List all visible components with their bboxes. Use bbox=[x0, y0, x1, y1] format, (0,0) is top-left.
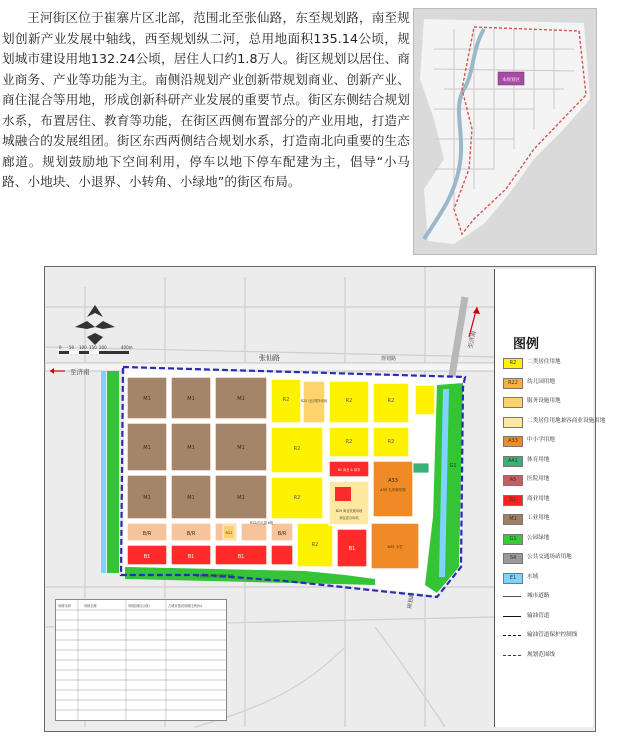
legend-label: 公园绿地 bbox=[527, 534, 550, 541]
north-road-label: 张仙路 bbox=[259, 354, 280, 362]
parcel-code: R2 bbox=[311, 542, 319, 548]
legend-label: 公共交通场站用地 bbox=[527, 554, 572, 560]
parcel-code: M1 bbox=[237, 445, 245, 451]
parcel-code: A33 bbox=[388, 478, 398, 484]
legend-label: 工业用地 bbox=[527, 515, 550, 521]
legend-label: 城市道路 bbox=[527, 593, 550, 599]
legend bbox=[494, 269, 606, 727]
parcel-code: B1 bbox=[187, 554, 195, 560]
location-highlight-label: 本规划区 bbox=[502, 78, 520, 83]
legend-label: 水域 bbox=[527, 573, 539, 580]
parcel-code: B1 bbox=[348, 546, 356, 552]
legend-item bbox=[503, 572, 593, 585]
parcel-code: R2 bbox=[387, 398, 395, 404]
parcel-code: R22 bbox=[225, 531, 233, 535]
legend-swatch: B1 bbox=[503, 495, 523, 506]
legend-item bbox=[503, 455, 593, 468]
stats-table-grid bbox=[56, 600, 226, 720]
legend-item bbox=[503, 630, 593, 643]
legend-item bbox=[503, 650, 593, 663]
legend-label: 体育用地 bbox=[527, 456, 550, 463]
legend-label: 输油管道保护控制线 bbox=[527, 632, 578, 638]
parcel-code: B/R bbox=[142, 531, 152, 537]
legend-line-swatch bbox=[503, 655, 521, 656]
legend-swatch: M1 bbox=[503, 514, 523, 525]
legend-swatch: R22 bbox=[503, 378, 523, 389]
land-use-plan bbox=[44, 266, 606, 732]
legend-label: 输油管道 bbox=[527, 612, 550, 619]
annotation-commercial: B1 商业 & 商务 bbox=[337, 468, 361, 472]
legend-swatch: A41 bbox=[503, 456, 523, 467]
annotation-creative-a: B29 商业设施用地 bbox=[335, 509, 363, 513]
stats-header-name: 用地名称 bbox=[84, 604, 97, 608]
legend-item bbox=[503, 357, 593, 370]
parcel-code: R2 bbox=[345, 398, 353, 404]
legend-swatch: A33 bbox=[503, 436, 523, 447]
stats-header-ratio: 占城市建设用地比例(%) bbox=[168, 604, 203, 608]
parcel-code: R2 bbox=[293, 495, 301, 501]
parcel-code: R2 bbox=[345, 439, 353, 445]
scale-tick-3: 150 bbox=[89, 345, 97, 350]
legend-item bbox=[503, 591, 593, 604]
legend-swatch bbox=[503, 397, 523, 408]
stats-header-code: 用地代码 bbox=[58, 604, 71, 608]
parcel-code: M1 bbox=[143, 396, 151, 402]
legend-item bbox=[503, 552, 593, 565]
land-use-stats-table bbox=[55, 599, 227, 721]
scale-tick-5: 400m bbox=[121, 345, 133, 350]
legend-item bbox=[503, 474, 593, 487]
legend-label: 规划范围线 bbox=[527, 651, 555, 658]
annotation-creative-b: 商住混合用地 bbox=[339, 516, 359, 520]
scale-tick-2: 100 bbox=[79, 345, 87, 350]
parcel-code: B/R bbox=[186, 531, 196, 537]
legend-item bbox=[503, 533, 593, 546]
scale-tick-0: 0 bbox=[59, 345, 62, 350]
legend-label: 医院用地 bbox=[527, 476, 550, 482]
annotation-school-a: A33 九年制学校 bbox=[380, 488, 406, 492]
legend-label: 服务设施用地 bbox=[527, 398, 561, 404]
parcel-code: G1 bbox=[449, 463, 457, 469]
parcel-code: R2 bbox=[293, 446, 301, 452]
parcel-code: M1 bbox=[187, 495, 195, 501]
parcel-code: B1 bbox=[143, 554, 151, 560]
legend-label: 二类居住用地兼容商业设施用地 bbox=[527, 417, 606, 424]
legend-line-swatch bbox=[503, 616, 521, 617]
legend-title: 图例 bbox=[513, 337, 540, 352]
legend-swatch: G1 bbox=[503, 534, 523, 545]
legend-label: 幼儿园用地 bbox=[527, 378, 555, 385]
parcel-code: M1 bbox=[187, 445, 195, 451]
scale-bar bbox=[59, 345, 133, 354]
location-map bbox=[413, 8, 597, 255]
legend-item bbox=[503, 611, 593, 624]
annotation-services: R22 社区服务用地 bbox=[300, 399, 328, 403]
legend-item bbox=[503, 494, 593, 507]
parcel-code: R2 bbox=[387, 439, 395, 445]
legend-item bbox=[503, 513, 593, 526]
legend-label: 中小学用地 bbox=[527, 437, 555, 443]
west-arrow-label: 至济南 bbox=[70, 368, 90, 376]
east-arrow-label: 至济南 bbox=[467, 330, 478, 350]
annotation-school-b: A33 小学 bbox=[387, 545, 403, 549]
parcel-code: M1 bbox=[237, 396, 245, 402]
legend-item bbox=[503, 416, 606, 429]
stats-header-area: 用地面积(公顷) bbox=[128, 604, 150, 608]
legend-label: 二类居住用地 bbox=[527, 359, 561, 365]
parcel-code: B/R bbox=[277, 531, 287, 537]
legend-swatch bbox=[503, 417, 523, 428]
legend-swatch: R2 bbox=[503, 358, 523, 369]
legend-swatch: S4 bbox=[503, 553, 523, 564]
north-right-road-label: 规划路 bbox=[381, 356, 397, 362]
parcel-code: M1 bbox=[143, 445, 151, 451]
legend-label: 商业用地 bbox=[527, 495, 550, 502]
parcel-code: R2 bbox=[282, 397, 290, 403]
scale-tick-1: 50 bbox=[69, 345, 75, 350]
legend-line-swatch bbox=[503, 635, 521, 636]
east-diag-road-label: 规划路 bbox=[407, 592, 416, 610]
legend-swatch: A5 bbox=[503, 475, 523, 486]
legend-line-swatch bbox=[503, 596, 521, 597]
parcel-code: M1 bbox=[237, 495, 245, 501]
legend-item bbox=[503, 377, 593, 390]
annotation-greenbelt: 规划创新产业发展中轴线 bbox=[195, 574, 235, 578]
green-strip-west bbox=[107, 371, 119, 573]
legend-item bbox=[503, 435, 593, 448]
legend-swatch: E1 bbox=[503, 573, 523, 584]
annotation-kindergarten: R22/幼儿园 6班 bbox=[250, 521, 274, 525]
parcel-code: B1 bbox=[237, 554, 245, 560]
parcel-code: M1 bbox=[143, 495, 151, 501]
scale-tick-4: 200 bbox=[99, 345, 107, 350]
legend-item bbox=[503, 396, 593, 409]
district-description: 王河街区位于崔寨片区北部，范围北至张仙路，东至规划路，南至规划创新产业发展中轴线，西至规划纵二河，总用地面积135.14公顷，规划城市建设用地132.24公顷，居住人口约1.8万人。街区规划以居住、商业商务、产业等功能为主。南侧沿规划产业创新带规划商业、创新产业、商住混合等用地，形成创新科研产业发展的重要节点。街区东侧结合规划水系，布置居住、教育等功能，在街区西侧布置部分的产业用地，打造产城融合的发展组团。街区东西两侧结合规划水系，打造南北向重要的生态廊道。规划鼓励地下空间利用，停车以地下停车配建为主，倡导“小马路、小地块、小退界、小转角、小绿地”的街区布局。 bbox=[2, 10, 410, 189]
parcel-code: M1 bbox=[187, 396, 195, 402]
location-map-svg bbox=[414, 9, 596, 254]
